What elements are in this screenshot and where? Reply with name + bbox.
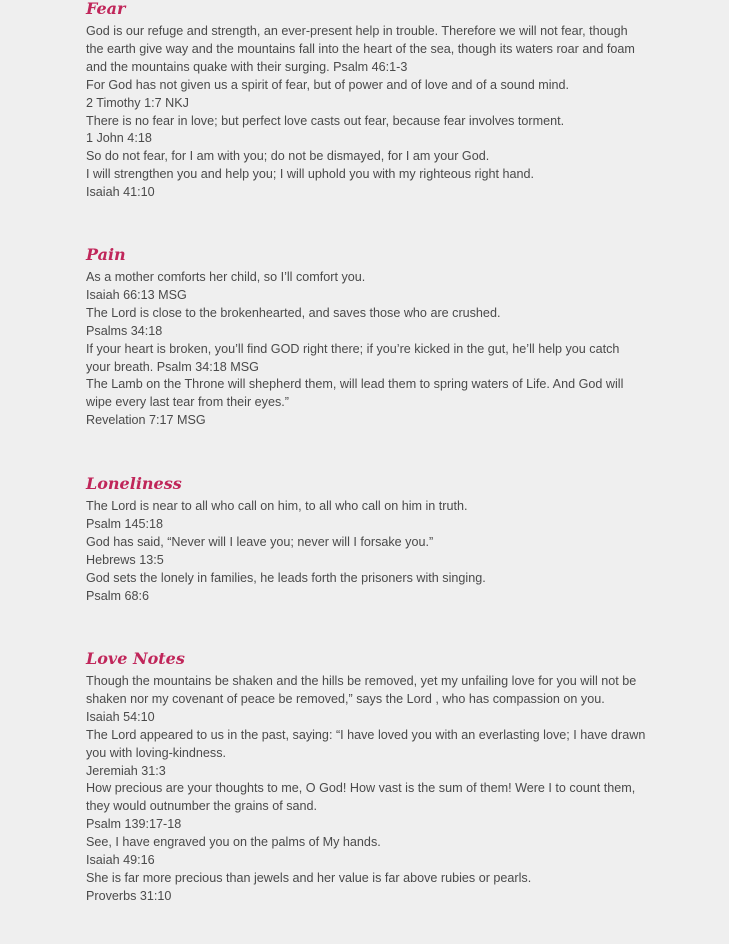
verse-line: The Lord is close to the brokenhearted, and saves those who are crushed. — [86, 305, 501, 320]
verse-reference: 2 Timothy 1:7 NKJ — [86, 95, 189, 110]
verse-line: The Lamb on the Throne will shepherd them, will lead them to spring waters of Life. And God will — [86, 377, 624, 392]
verse-line: For God has not given us a spirit of fear, but of power and of love and of a sound mind. — [86, 77, 570, 92]
verse-line: See, I have engraved you on the palms of My hands. — [86, 835, 381, 850]
verse-line: God sets the lonely in families, he leads forth the prisoners with singing. — [86, 570, 486, 585]
verse-reference: Isaiah 49:16 — [86, 853, 155, 868]
verse-line: your breath. Psalm 34:18 MSG — [86, 359, 259, 374]
verse-reference: Psalm 68:6 — [86, 588, 149, 603]
verse-reference: Isaiah 41:10 — [86, 185, 155, 200]
section-loneliness — [86, 474, 656, 605]
section-body-pain — [86, 269, 656, 430]
verse-line: they would outnumber the grains of sand. — [86, 799, 318, 814]
verse-line: shaken nor my covenant of peace be removed,” says the Lord , who has compassion on you. — [86, 691, 605, 706]
verse-line: How precious are your thoughts to me, O God! How vast is the sum of them! Were I to count them, — [86, 781, 636, 796]
verse-line: If your heart is broken, you’ll find GOD right there; if you’re kicked in the gut, he’ll help you catch — [86, 341, 620, 356]
verse-line: the earth give way and the mountains fall into the heart of the sea, though its waters roar and foam — [86, 41, 635, 56]
verse-line: and the mountains quake with their surging. Psalm 46:1-3 — [86, 59, 408, 74]
verse-line: you with loving-kindness. — [86, 745, 227, 760]
section-body-loneliness — [86, 498, 656, 605]
verse-line: The Lord is near to all who call on him, to all who call on him in truth. — [86, 499, 468, 513]
verse-reference: Proverbs 31:10 — [86, 888, 172, 903]
verse-line: I will strengthen you and help you; I will uphold you with my righteous right hand. — [86, 167, 535, 182]
section-heading-love-notes: Love Notes — [86, 649, 185, 668]
section-heading-fear: Fear — [86, 0, 126, 18]
verse-line: wipe every last tear from their eyes.” — [86, 395, 289, 410]
verse-line: There is no fear in love; but perfect love casts out fear, because fear involves torment. — [86, 113, 565, 128]
verse-line: Though the mountains be shaken and the hills be removed, yet my unfailing love for you will not be — [86, 674, 637, 688]
section-pain — [86, 245, 656, 430]
verse-reference: Revelation 7:17 MSG — [86, 413, 206, 428]
verse-reference: Jeremiah 31:3 — [86, 763, 166, 778]
verse-line: God has said, “Never will I leave you; never will I forsake you.” — [86, 534, 434, 549]
verse-reference: Isaiah 54:10 — [86, 709, 155, 724]
verse-reference: Hebrews 13:5 — [86, 552, 164, 567]
verse-line: As a mother comforts her child, so I’ll comfort you. — [86, 270, 366, 284]
verse-reference: Psalm 145:18 — [86, 516, 164, 531]
section-heading-pain: Pain — [86, 245, 126, 264]
section-love-notes — [86, 649, 656, 906]
section-heading-loneliness: Loneliness — [86, 474, 182, 493]
section-body-love-notes — [86, 673, 656, 906]
verse-reference: Psalm 139:17-18 — [86, 817, 182, 832]
verse-line: So do not fear, for I am with you; do not be dismayed, for I am your God. — [86, 149, 490, 164]
verse-line: She is far more precious than jewels and her value is far above rubies or pearls. — [86, 870, 532, 885]
verse-line: God is our refuge and strength, an ever-present help in trouble. Therefore we will not fear, though — [86, 24, 628, 38]
verse-line: The Lord appeared to us in the past, saying: “I have loved you with an everlasting love; I have drawn — [86, 727, 646, 742]
section-fear — [86, 0, 656, 202]
verse-reference: 1 John 4:18 — [86, 131, 152, 146]
verse-reference: Isaiah 66:13 MSG — [86, 287, 187, 302]
verse-reference: Psalms 34:18 — [86, 323, 163, 338]
section-body-fear — [86, 23, 656, 202]
